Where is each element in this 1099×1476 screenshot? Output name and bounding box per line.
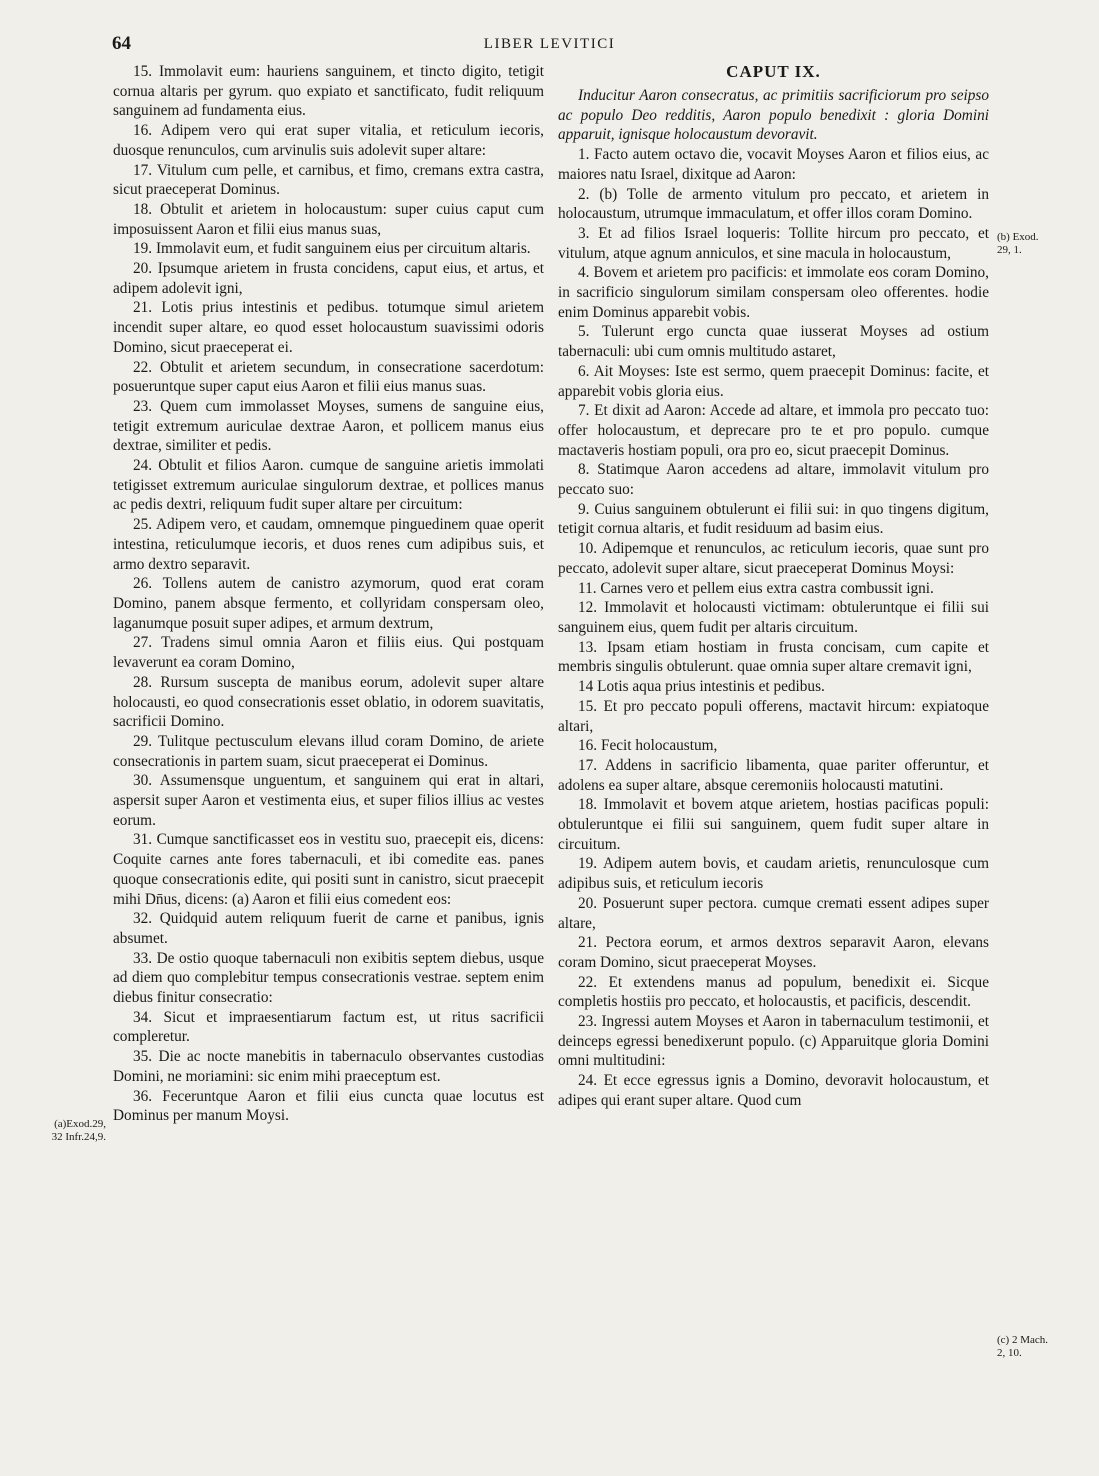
page-number: 64 (112, 33, 131, 54)
verse: 19. Immolavit eum, et fudit sanguinem eius per circuitum altaris. (133, 240, 531, 258)
verse: 5. Tulerunt ergo cuncta quae iusserat Moyses ad ostium tabernaculi: ubi cum omnis multitudo astaret, (558, 323, 989, 361)
running-title: LIBER LEVITICI (483, 36, 616, 52)
verse: 31. Cumque sanctificasset eos in vestitu suo, praecepit eis, dicens: Coquite carnes ante fores tabernaculi, et ibi comedite eas. panes quoque consecrationis edite, qui positi sunt in canistro, sicut praecepit mihi Dn̄us, dicens: (a) Aaron et filii eius comedent eos: (113, 831, 544, 908)
verse: 11. Carnes vero et pellem eius extra castra combussit igni. (578, 579, 934, 597)
verse: 35. Die ac nocte manebitis in tabernaculo observantes custodias Domini, ne moriamini: sic enim mihi praeceptum est. (113, 1048, 544, 1085)
verse: 3. Et ad filios Israel loqueris: Tollite hircum pro peccato, et vitulum, atque agnum anniculos, et sine macula in holocaustum, (558, 224, 989, 262)
verse: 17. Addens in sacrificio libamenta, quae pariter offeruntur, et adolens ea super altare, absque ceremoniis holocausti matutini. (558, 756, 989, 794)
margin-note-b (997, 231, 1039, 257)
verse: 16. Adipem vero qui erat super vitalia, et reticulum iecoris, duosque renunculos, cum arvinulis suis adolevit super altare: (113, 122, 544, 159)
verse: 29. Tulitque pectusculum elevans illud coram Domino, de ariete consecrationis in partem suam, sicut praeceperat ei Dominus. (113, 732, 544, 770)
verse: 15. Et pro peccato populi offerens, mactavit hircum: expiatoque altari, (558, 697, 989, 735)
verse: 33. De ostio quoque tabernaculi non exibitis septem diebus, usque ad diem quo complebitur tempus consecrationis vestrae. septem enim diebus finitur consecratio: (113, 949, 544, 1007)
verse: 26. Tollens autem de canistro azymorum, quod erat coram Domino, panem absque fermento, et collyridam conspersam oleo, laganumque posuit super adipes, et armum dextrum, (113, 575, 544, 632)
left-column (113, 62, 544, 1126)
verse: 28. Rursum suscepta de manibus eorum, adolevit super altare holocausti, eo quod consecrationis esset oblatio, in odorem suavitatis, sacrificii Domino. (113, 673, 544, 731)
verse: 27. Tradens simul omnia Aaron et filiis eius. Qui postquam levaverunt ea coram Domino, (113, 634, 544, 672)
margin-note-line: (a)Exod.29, (54, 1118, 106, 1130)
verse: 19. Adipem autem bovis, et caudam arietis, renunculosque cum adipibus suis, et reticulum iecoris (558, 855, 989, 893)
verse: 22. Obtulit et arietem secundum, in consecratione sacerdotum: posueruntque super caput eius Aaron et filii eius manus suas. (113, 358, 544, 396)
verse: 13. Ipsam etiam hostiam in frusta concisam, cum capite et membris singulis obtulerunt. quae omnia super altare cremavit igni, (558, 638, 989, 676)
verse: 24. Obtulit et filios Aaron. cumque de sanguine arietis immolati tetigisset extremum auriculae singulorum dextrae, et pollices manus ac pedis dextri, reliquum fudit super altare per circuitum: (113, 457, 544, 514)
chapter-heading: CAPUT IX. (726, 62, 821, 81)
verse: 12. Immolavit et holocausti victimam: obtuleruntque ei filii sui sanguinem eius, quem fudit per altaris circuitum. (558, 599, 989, 636)
verse: 14 Lotis aqua prius intestinis et pedibus. (578, 678, 825, 696)
verse: 34. Sicut et impraesentiarum factum est, ut ritus sacrificii compleretur. (113, 1008, 544, 1046)
verse: 4. Bovem et arietem pro pacificis: et immolate eos coram Domino, in sacrificio singulorum similam conspersam oleo offerentes. hodie enim Dominus apparebit vobis. (558, 264, 989, 321)
verse: 6. Ait Moyses: Iste est sermo, quem praecepit Dominus: facite, et apparebit vobis gloria eius. (558, 362, 989, 400)
margin-note-line: 2, 10. (997, 1347, 1022, 1359)
margin-note-line: (c) 2 Mach. (997, 1334, 1049, 1346)
margin-note-line: (b) Exod. (997, 231, 1039, 243)
margin-note-c (997, 1334, 1048, 1360)
verse: 2. (b) Tolle de armento vitulum pro peccato, et arietem in holocaustum, utrumque immaculatum, et offer illos coram Domino. (558, 185, 989, 223)
verse: 32. Quidquid autem reliquum fuerit de carne et panibus, ignis absumet. (113, 910, 544, 947)
verse: 18. Immolavit et bovem atque arietem, hostias pacificas populi: obtuleruntque ei filii sui sanguinem, quem fudit super altare in circuitum. (558, 796, 989, 853)
verse: 18. Obtulit et arietem in holocaustum: super cuius caput cum imposuissent Aaron et filii eius manus suas, (113, 200, 544, 238)
margin-note-line: 29, 1. (997, 244, 1022, 256)
verse: 21. Pectora eorum, et armos dextros separavit Aaron, elevans coram Domino, sicut praeceperat Moyses. (558, 934, 989, 971)
verse: 20. Posuerunt super pectora. cumque cremati essent adipes super altare, (558, 894, 989, 932)
verse: 9. Cuius sanguinem obtulerunt ei filii sui: in quo tingens digitum, tetigit cornua altaris, et fudit residuum ad basim eius. (558, 500, 989, 538)
verse: 25. Adipem vero, et caudam, omnemque pinguedinem quae operit intestina, reticulumque iecoris, et duos renes cum adipibus suis, et armo dextro separavit. (113, 516, 544, 573)
verse: 1. Facto autem octavo die, vocavit Moyses Aaron et filios eius, ac maiores natu Israel, dixitque ad Aaron: (558, 146, 989, 183)
verse: 17. Vitulum cum pelle, et carnibus, et fimo, cremans extra castra, sicut praeceperat Dominus. (113, 161, 544, 199)
verse: 36. Feceruntque Aaron et filii eius cuncta quae locutus est Dominus per manum Moysi. (113, 1087, 544, 1125)
margin-note-line: 32 Infr.24,9. (51, 1131, 106, 1143)
right-column (558, 62, 989, 1111)
verse: 16. Fecit holocaustum, (578, 737, 718, 755)
verse: 7. Et dixit ad Aaron: Accede ad altare, et immola pro peccato tuo: offer holocaustum, et deprecare pro te et pro populo. cumque mactaveris hostiam populi, ora pro eo, sicut praecepit Dominus. (558, 402, 989, 459)
verse: 10. Adipemque et renunculos, ac reticulum iecoris, quae sunt pro peccato, adolevit super altare, sicut praeceperat Dominus Moysi: (558, 540, 989, 577)
verse: 30. Assumensque unguentum, et sanguinem qui erat in altari, aspersit super Aaron et vestimenta eius, et super filios illius ac vestes eorum. (113, 772, 544, 829)
margin-note-a (32, 1118, 106, 1144)
chapter-summary: Inducitur Aaron consecratus, ac primitiis sacrificiorum pro seipso ac populo Deo redditis, Aaron populo benedixit : gloria Domini apparuit, ignisque holocaustum devoravit. (558, 87, 989, 144)
verse: 24. Et ecce egressus ignis a Domino, devoravit holocaustum, et adipes qui erant super altare. Quod cum (558, 1072, 989, 1109)
verse: 15. Immolavit eum: hauriens sanguinem, et tincto digito, tetigit cornua altaris per gyrum. quo expiato et sanctificato, fudit reliquum sanguinem ad fundamenta eius. (113, 63, 544, 120)
verse: 23. Quem cum immolasset Moyses, sumens de sanguine eius, tetigit extremum auriculae dextrae Aaron, et pollicem manus eius dextrae, similiter et pedis. (113, 397, 544, 455)
verse: 20. Ipsumque arietem in frusta concidens, caput eius, et artus, et adipem adolevit igni, (113, 260, 544, 297)
verse: 23. Ingressi autem Moyses et Aaron in tabernaculum testimonii, et deinceps egressi benedixerunt populo. (c) Apparuitque gloria Domini omni multitudini: (558, 1013, 989, 1070)
verse: 8. Statimque Aaron accedens ad altare, immolavit vitulum pro peccato suo: (558, 461, 989, 499)
verse: 21. Lotis prius intestinis et pedibus. totumque simul arietem incendit super altare, eo quod esset holocaustum suavissimi odoris Domino, sicut praeceperat ei. (113, 299, 544, 356)
verse: 22. Et extendens manus ad populum, benedixit ei. Sicque completis hostiis pro peccato, et holocaustis, et pacificis, descendit. (558, 973, 989, 1011)
